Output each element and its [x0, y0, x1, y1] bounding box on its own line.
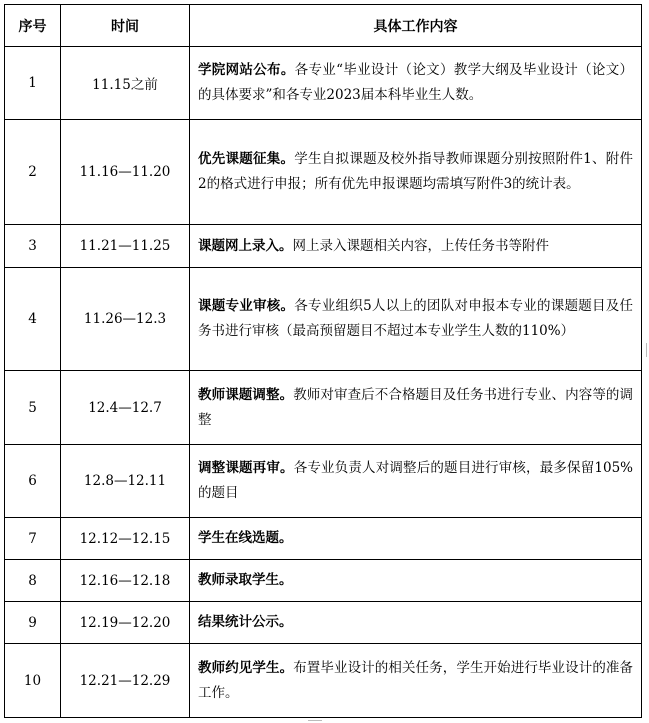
table-row — [5, 371, 642, 445]
row-title: 课题专业审核。 — [198, 298, 295, 314]
row-content — [190, 644, 642, 718]
row-content — [190, 225, 642, 268]
table-row — [5, 560, 642, 602]
row-time: 11.21—11.25 — [61, 225, 190, 268]
table-row — [5, 268, 642, 371]
row-title: 教师约见学生。 — [198, 659, 294, 676]
row-number: 6 — [5, 445, 61, 518]
row-time: 11.15之前 — [61, 47, 190, 120]
row-title: 教师录取学生。 — [198, 572, 293, 588]
row-time: 12.12—12.15 — [61, 518, 190, 560]
row-time: 11.16—11.20 — [61, 120, 190, 225]
row-content — [190, 120, 642, 225]
row-number: 1 — [5, 47, 61, 120]
row-description: 教师对审查后不合格题目及任务书进行专业、内容等的调整 — [198, 386, 634, 428]
row-title: 调整课题再审。 — [198, 460, 294, 476]
table-row — [5, 47, 642, 120]
row-number: 5 — [5, 371, 61, 445]
table-row — [5, 644, 642, 718]
row-number: 8 — [5, 560, 61, 602]
row-number: 2 — [5, 120, 61, 225]
row-number: 4 — [5, 268, 61, 371]
table-row — [5, 120, 642, 225]
row-time: 11.26—12.3 — [61, 268, 190, 371]
row-description: 网上录入课题相关内容，上传任务书等附件 — [292, 237, 549, 254]
row-time: 12.8—12.11 — [61, 445, 190, 518]
table-row — [5, 518, 642, 560]
header-time: 时间 — [61, 5, 190, 47]
row-time: 12.21—12.29 — [61, 644, 190, 718]
row-number: 3 — [5, 225, 61, 268]
row-description: 学生自拟课题及校外指导教师课题分别按照附件1、附件2的格式进行申报；所有优先申报课题均需填写附件3的统计表。 — [198, 151, 634, 192]
row-title: 教师课题调整。 — [198, 386, 294, 403]
row-content — [190, 268, 642, 371]
row-title: 学院网站公布。 — [198, 62, 295, 78]
row-number: 9 — [5, 602, 61, 644]
row-content — [190, 560, 642, 602]
row-description: 布置毕业设计的相关任务，学生开始进行毕业设计的准备工作。 — [198, 659, 634, 701]
row-title: 结果统计公示。 — [198, 614, 293, 630]
row-content — [190, 602, 642, 644]
row-description: 各专业负责人对调整后的题目进行审核，最多保留105%的题目 — [198, 460, 633, 501]
row-description: 各专业组织5人以上的团队对申报本专业的课题题目及任务书进行审核（最高预留题目不超过本专业学生人数的110%） — [198, 298, 634, 339]
row-content — [190, 371, 642, 445]
row-content — [190, 445, 642, 518]
row-time: 12.16—12.18 — [61, 560, 190, 602]
row-description: 各专业“毕业设计（论文）教学大纲及毕业设计（论文）的具体要求”和各专业2023届本科毕业生人数。 — [198, 62, 634, 103]
row-title: 学生在线选题。 — [198, 530, 293, 546]
row-content — [190, 518, 642, 560]
schedule-table — [4, 4, 642, 718]
row-number: 10 — [5, 644, 61, 718]
row-title: 优先课题征集。 — [198, 151, 295, 167]
row-title: 课题网上录入。 — [198, 237, 293, 254]
row-number: 7 — [5, 518, 61, 560]
row-time: 12.4—12.7 — [61, 371, 190, 445]
header-content: 具体工作内容 — [190, 5, 642, 47]
header-row — [5, 5, 642, 47]
header-no: 序号 — [5, 5, 61, 47]
table-row — [5, 445, 642, 518]
row-content — [190, 47, 642, 120]
table-row — [5, 602, 642, 644]
row-time: 12.19—12.20 — [61, 602, 190, 644]
table-row — [5, 225, 642, 268]
